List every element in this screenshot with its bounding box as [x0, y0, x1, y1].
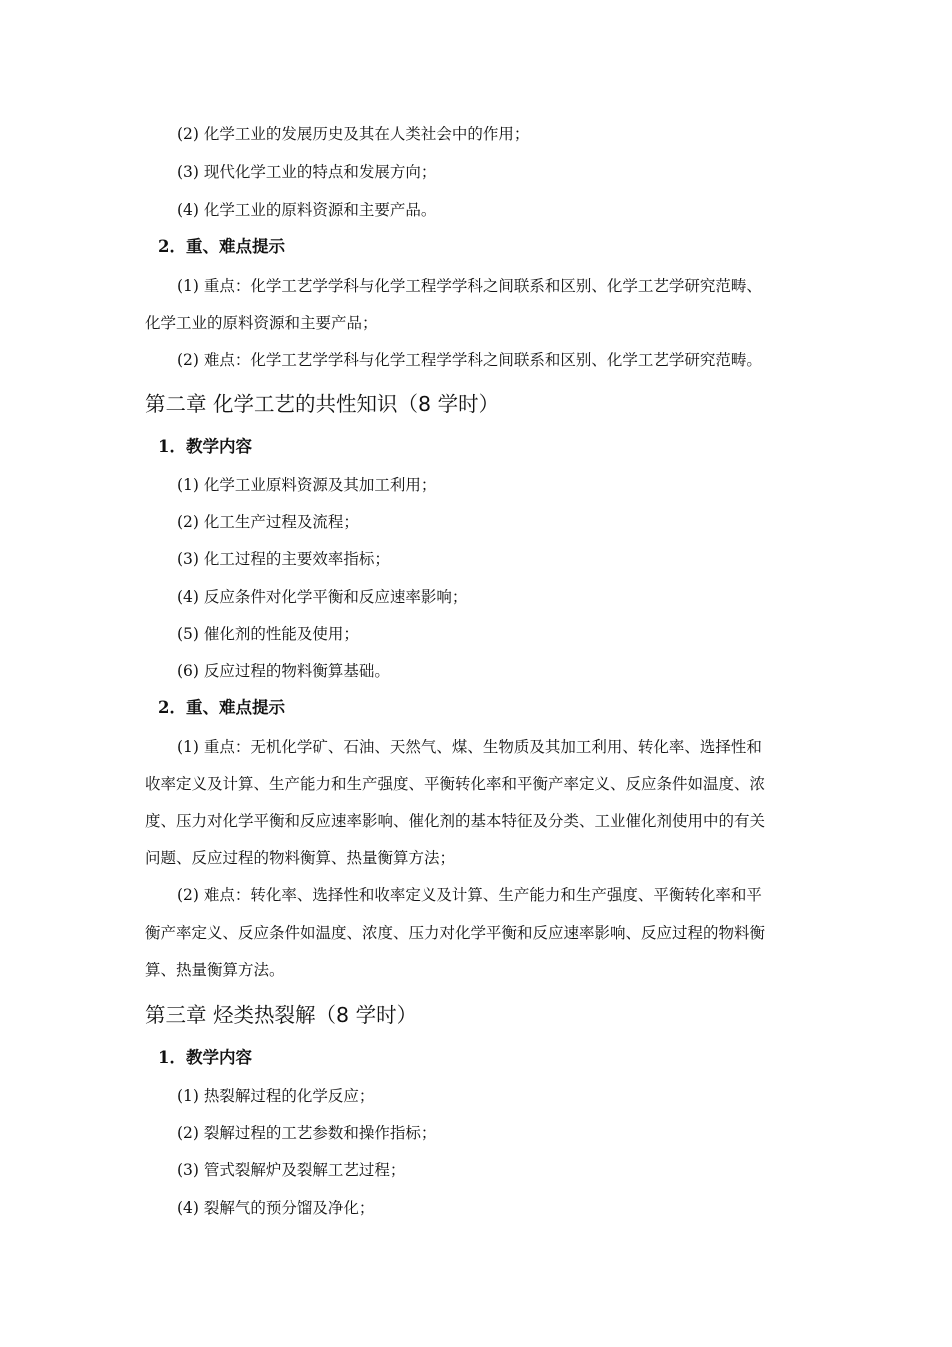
list-item: (5) 催化剂的性能及使用；	[177, 625, 359, 643]
paragraph-line: (1) 重点：无机化学矿、石油、天然气、煤、生物质及其加工利用、转化率、选择性和	[177, 738, 762, 756]
list-item: (4) 化学工业的原料资源和主要产品。	[177, 201, 437, 219]
section-heading: 2．重、难点提示	[158, 237, 285, 256]
list-item: (1) 化学工业原料资源及其加工利用；	[177, 476, 437, 494]
chapter-title: 第三章 烃类热裂解（8 学时）	[145, 1003, 418, 1027]
paragraph-line: 收率定义及计算、生产能力和生产强度、平衡转化率和平衡产率定义、反应条件如温度、浓	[145, 775, 766, 793]
section-heading: 2．重、难点提示	[158, 698, 285, 717]
list-item: (4) 裂解气的预分馏及净化；	[177, 1199, 375, 1217]
list-item: (1) 热裂解过程的化学反应；	[177, 1087, 375, 1105]
list-item: (6) 反应过程的物料衡算基础。	[177, 662, 390, 680]
list-item: (2) 裂解过程的工艺参数和操作指标；	[177, 1124, 437, 1142]
list-item: (2) 化学工业的发展历史及其在人类社会中的作用；	[177, 125, 530, 143]
section-heading: 1．教学内容	[158, 1048, 252, 1067]
list-item: (4) 反应条件对化学平衡和反应速率影响；	[177, 588, 468, 606]
paragraph-line: 度、压力对化学平衡和反应速率影响、催化剂的基本特征及分类、工业催化剂使用中的有关	[145, 812, 766, 830]
list-item: (3) 管式裂解炉及裂解工艺过程；	[177, 1161, 406, 1179]
list-item: (3) 化工过程的主要效率指标；	[177, 550, 390, 568]
paragraph-line: 算、热量衡算方法。	[145, 961, 285, 979]
paragraph-line: 问题、反应过程的物料衡算、热量衡算方法；	[145, 849, 456, 867]
paragraph-line: 化学工业的原料资源和主要产品；	[145, 314, 378, 332]
chapter-title: 第二章 化学工艺的共性知识（8 学时）	[145, 392, 500, 416]
paragraph-line: (2) 难点：化学工艺学学科与化学工程学学科之间联系和区别、化学工艺学研究范畴。	[177, 351, 762, 369]
list-item: (2) 化工生产过程及流程；	[177, 513, 359, 531]
paragraph-line: (1) 重点：化学工艺学学科与化学工程学学科之间联系和区别、化学工艺学研究范畴、	[177, 277, 762, 295]
list-item: (3) 现代化学工业的特点和发展方向；	[177, 163, 437, 181]
paragraph-line: 衡产率定义、反应条件如温度、浓度、压力对化学平衡和反应速率影响、反应过程的物料衡	[145, 924, 766, 942]
section-heading: 1．教学内容	[158, 437, 252, 456]
paragraph-line: (2) 难点：转化率、选择性和收率定义及计算、生产能力和生产强度、平衡转化率和平	[177, 886, 762, 904]
